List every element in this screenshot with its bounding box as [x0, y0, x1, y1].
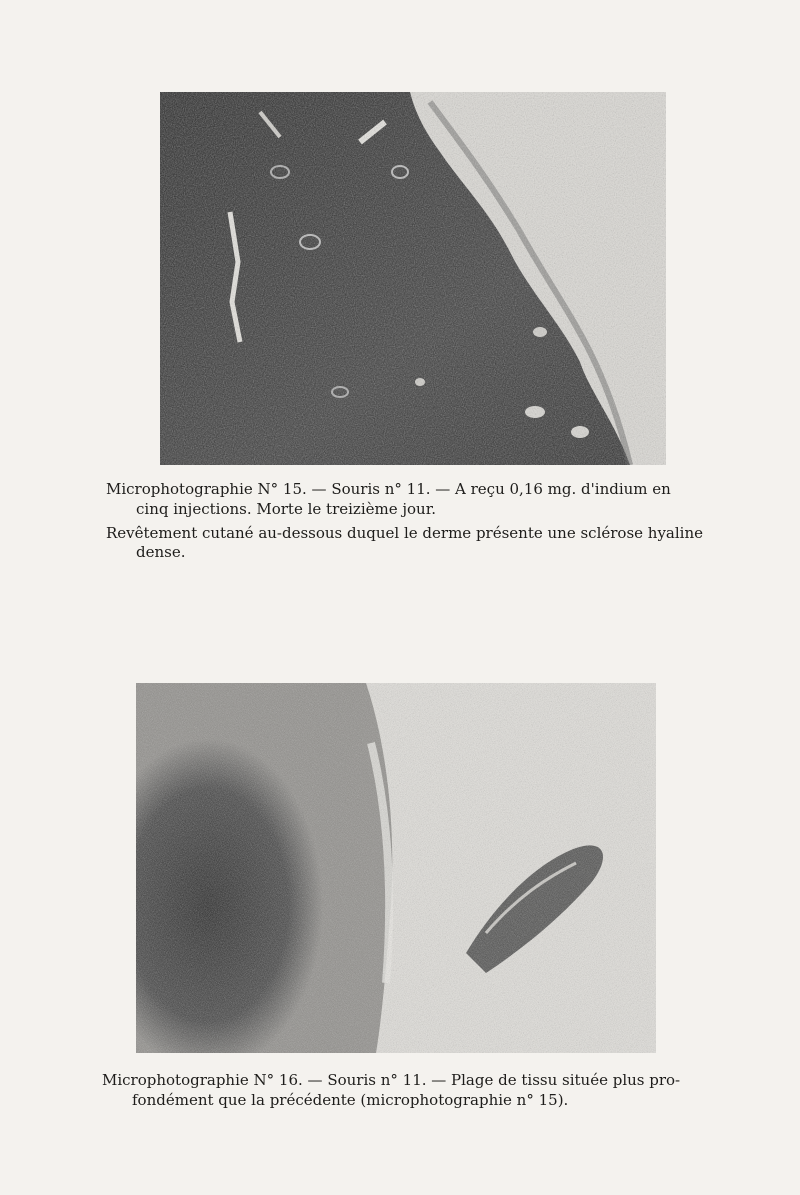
- caption-15-line-4: dense.: [136, 543, 186, 561]
- microphotograph-16: [136, 683, 656, 1053]
- caption-15-line-3: Revêtement cutané au-dessous duquel le derme présente une sclérose hyaline: [106, 524, 704, 542]
- microphotograph-15: [160, 92, 666, 465]
- microphotograph-16-image: [136, 683, 656, 1053]
- caption-microphotograph-16: [102, 1071, 702, 1115]
- caption-16-line-1: Microphotographie N° 16. — Souris n° 11. — Plage de tissu située plus pro-: [102, 1071, 681, 1089]
- caption-microphotograph-15: [106, 480, 706, 562]
- caption-16-line-2: fondément que la précédente (microphotographie n° 15).: [132, 1091, 569, 1109]
- microphotograph-15-image: [160, 92, 666, 465]
- caption-15-line-2: cinq injections. Morte le treizième jour.: [136, 500, 436, 518]
- caption-15-line-1: Microphotographie N° 15. — Souris n° 11. — A reçu 0,16 mg. d'indium en: [106, 480, 671, 498]
